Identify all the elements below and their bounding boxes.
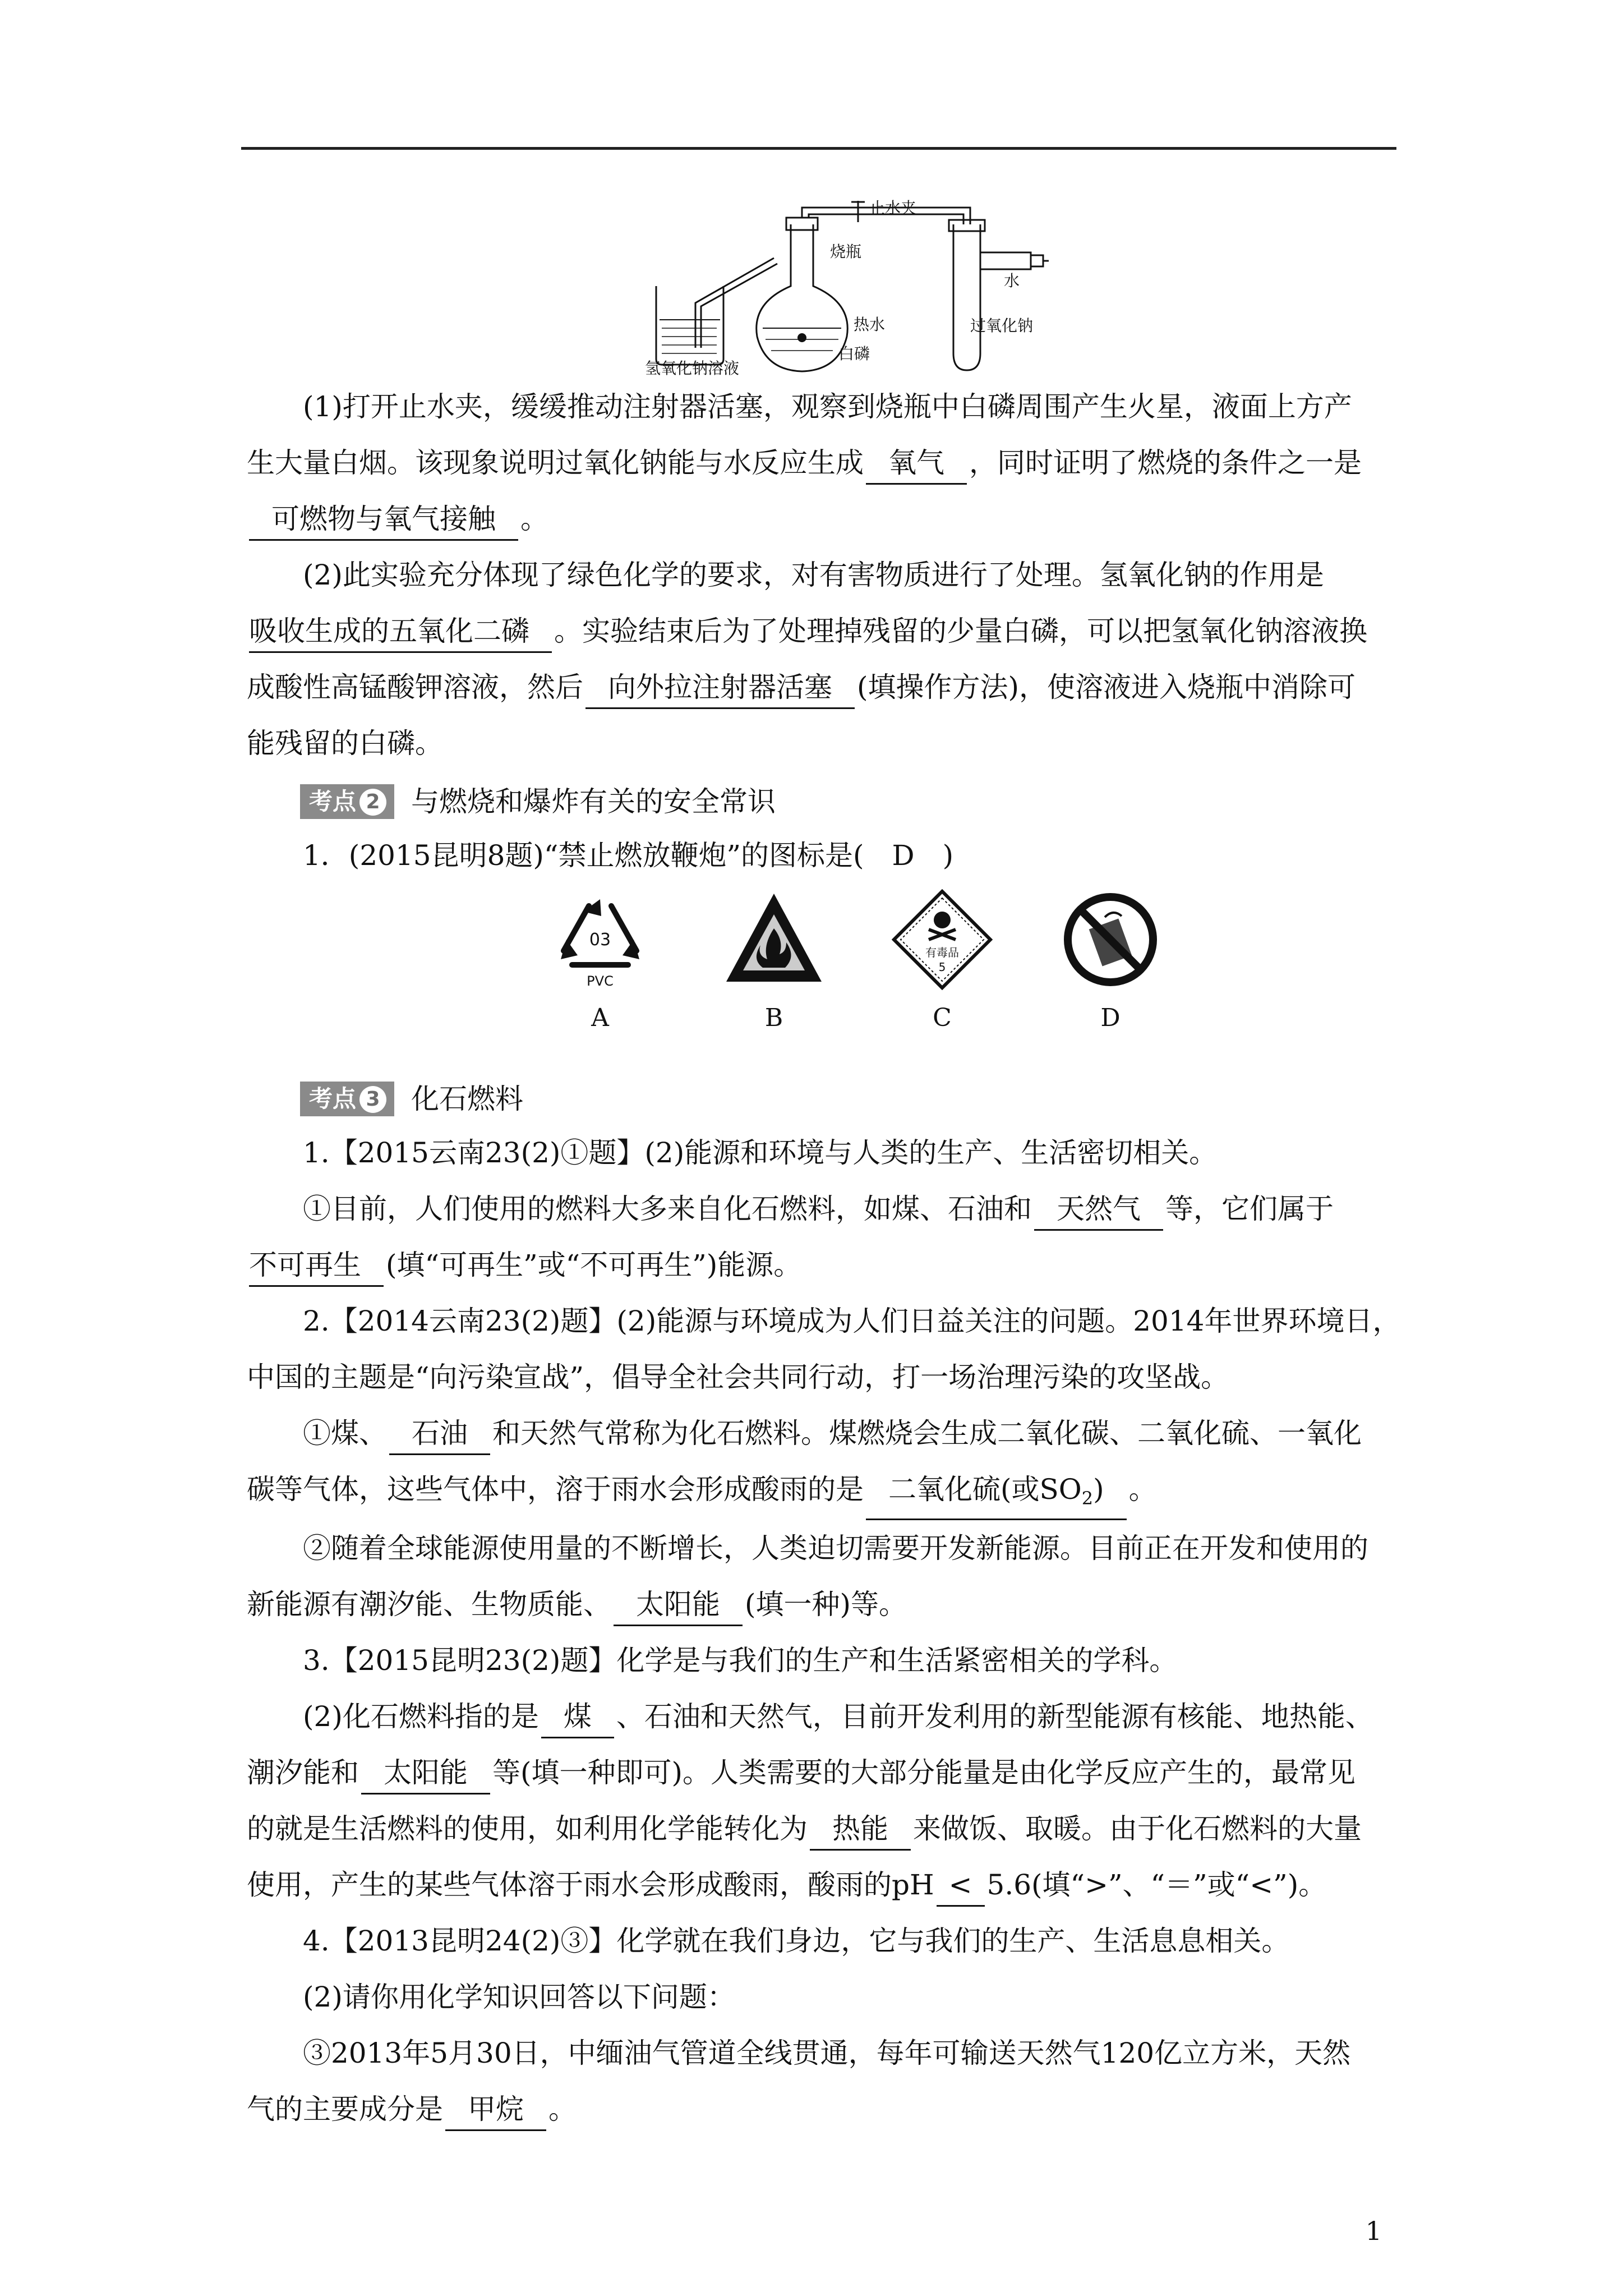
badge-number: 2 xyxy=(359,789,386,816)
answer-blank: 甲烷 xyxy=(445,2089,546,2131)
answer-blank: 天然气 xyxy=(1034,1189,1163,1231)
paragraph: 能残留的白磷。 xyxy=(247,727,443,760)
label-white-phosphorus: 白磷 xyxy=(838,344,870,363)
answer-blank: 氧气 xyxy=(866,443,967,485)
apparatus-drawing xyxy=(645,191,1049,376)
section-title: 化石燃料 xyxy=(411,1083,524,1115)
option-label: D xyxy=(1100,1004,1121,1032)
paragraph: 可燃物与氧气接触 。 xyxy=(247,491,1396,547)
answer-blank: 煤 xyxy=(541,1696,614,1738)
document-body xyxy=(247,379,1401,2137)
label-flask: 烧瓶 xyxy=(830,242,862,261)
flammable-warning-icon xyxy=(723,889,824,990)
paragraph: ②随着全球能源使用量的不断增长，人类迫切需要开发新能源。目前正在开发和使用的 xyxy=(303,1532,1368,1565)
svg-text:5: 5 xyxy=(938,960,946,974)
apparatus-diagram xyxy=(645,191,1049,376)
option-label: A xyxy=(591,1004,609,1032)
paragraph: 生大量白烟。该现象说明过氧化钠能与水反应生成 氧气 ，同时证明了燃烧的条件之一是 xyxy=(247,435,1396,491)
label-naoh-solution: 氢氧化钠溶液 xyxy=(645,359,740,376)
kaodian-badge: 考点 2 xyxy=(300,784,394,819)
label-peroxide: 过氧化钠 xyxy=(970,316,1034,335)
answer-blank: < xyxy=(937,1865,985,1907)
paragraph: (2)化石燃料指的是 煤 、石油和天然气，目前开发利用的新型能源有核能、地热能、 xyxy=(247,1688,1396,1745)
paragraph: 的就是生活燃料的使用，如利用化学能转化为 热能 来做饭、取暖。由于化石燃料的大量 xyxy=(247,1801,1396,1857)
question: 4.【2013昆明24(2)③】化学就在我们身边，它与我们的生产、生活息息相关。 xyxy=(303,1925,1290,1957)
paragraph: ①煤、 石油 和天然气常称为化石燃料。煤燃烧会生成二氧化碳、二氧化硫、一氧化 xyxy=(247,1405,1396,1461)
svg-text:有毒品: 有毒品 xyxy=(925,946,959,959)
toxic-diamond-icon xyxy=(892,889,993,990)
answer-blank: 二氧化硫(或$SO_2$) xyxy=(866,1469,1127,1520)
paragraph: ③2013年5月30日，中缅油气管道全线贯通，每年可输送天然气120亿立方米，天然 xyxy=(303,2037,1351,2069)
answer-blank: 吸收生成的五氧化二磷 xyxy=(249,611,552,653)
icon-options xyxy=(247,884,1396,1069)
answer-blank: 向外拉注射器活塞 xyxy=(585,667,855,709)
page-number: 1 xyxy=(1365,2216,1382,2246)
label-water: 水 xyxy=(1004,272,1020,290)
option-c xyxy=(886,889,998,1032)
section-heading xyxy=(247,1069,1396,1125)
svg-text:PVC: PVC xyxy=(587,973,614,989)
paragraph: 潮汐能和 太阳能 等(填一种即可)。人类需要的大部分能量是由化学反应产生的，最常见 xyxy=(247,1745,1396,1801)
question: 1．(2015昆明8题)“禁止燃放鞭炮”的图标是( D ) xyxy=(303,839,954,872)
question: 1.【2015云南23(2)①题】(2)能源和环境与人类的生产、生活密切相关。 xyxy=(303,1137,1218,1169)
paragraph: (2)请你用化学知识回答以下问题： xyxy=(303,1981,735,2013)
question: 3.【2015昆明23(2)题】化学是与我们的生产和生活紧密相关的学科。 xyxy=(303,1644,1178,1677)
section-heading xyxy=(247,771,1396,827)
paragraph: 使用，产生的某些气体溶于雨水会形成酸雨，酸雨的pH < 5.6(填“>”、“＝”或“<”)。 xyxy=(247,1857,1396,1913)
option-label: C xyxy=(933,1004,952,1032)
label-hot-water: 热水 xyxy=(854,315,886,334)
paragraph: ①目前，人们使用的燃料大多来自化石燃料，如煤、石油和 天然气 等，它们属于 xyxy=(247,1181,1396,1237)
paragraph: (1)打开止水夹，缓缓推动注射器活塞，观察到烧瓶中白磷周围产生火星，液面上方产 xyxy=(303,390,1352,423)
paragraph: 碳等气体，这些气体中，溶于雨水会形成酸雨的是 二氧化硫(或$SO_2$) 。 xyxy=(247,1461,1396,1520)
answer-blank: 太阳能 xyxy=(614,1584,743,1626)
paragraph: 吸收生成的五氧化二磷 。实验结束后为了处理掉残留的少量白磷，可以把氢氧化钠溶液换 xyxy=(247,603,1396,659)
label-clamp: 止水夹 xyxy=(869,199,917,217)
question: 2.【2014云南23(2)题】(2)能源与环境成为人们日益关注的问题。2014年世界环境日， xyxy=(303,1305,1401,1337)
badge-number: 3 xyxy=(359,1086,386,1113)
paragraph: 中国的主题是“向污染宣战”，倡导全社会共同行动，打一场治理污染的攻坚战。 xyxy=(247,1361,1229,1393)
option-d xyxy=(1054,889,1166,1032)
no-firecrackers-icon xyxy=(1060,889,1161,990)
section-title: 与燃烧和爆炸有关的安全常识 xyxy=(411,785,776,818)
paragraph: 新能源有潮汐能、生物质能、 太阳能 (填一种)等。 xyxy=(247,1576,1396,1632)
answer-blank: 热能 xyxy=(810,1809,911,1851)
answer-blank: 太阳能 xyxy=(361,1752,490,1795)
answer-blank: 不可再生 xyxy=(249,1245,384,1287)
recycle-icon xyxy=(550,889,651,990)
paragraph: 气的主要成分是 甲烷 。 xyxy=(247,2081,1396,2137)
paragraph: (2)此实验充分体现了绿色化学的要求，对有害物质进行了处理。氢氧化钠的作用是 xyxy=(303,559,1324,591)
svg-text:03: 03 xyxy=(589,930,611,950)
paragraph: 不可再生 (填“可再生”或“不可再生”)能源。 xyxy=(247,1237,1396,1293)
answer-blank: 石油 xyxy=(389,1413,490,1455)
option-label: B xyxy=(764,1004,783,1032)
paragraph: 成酸性高锰酸钾溶液，然后 向外拉注射器活塞 (填操作方法)，使溶液进入烧瓶中消除可 xyxy=(247,659,1396,715)
option-b xyxy=(718,889,830,1032)
header-rule xyxy=(241,147,1396,150)
answer-blank: 可燃物与氧气接触 xyxy=(249,499,518,541)
kaodian-badge: 考点 3 xyxy=(300,1082,394,1116)
option-a xyxy=(544,889,656,1032)
